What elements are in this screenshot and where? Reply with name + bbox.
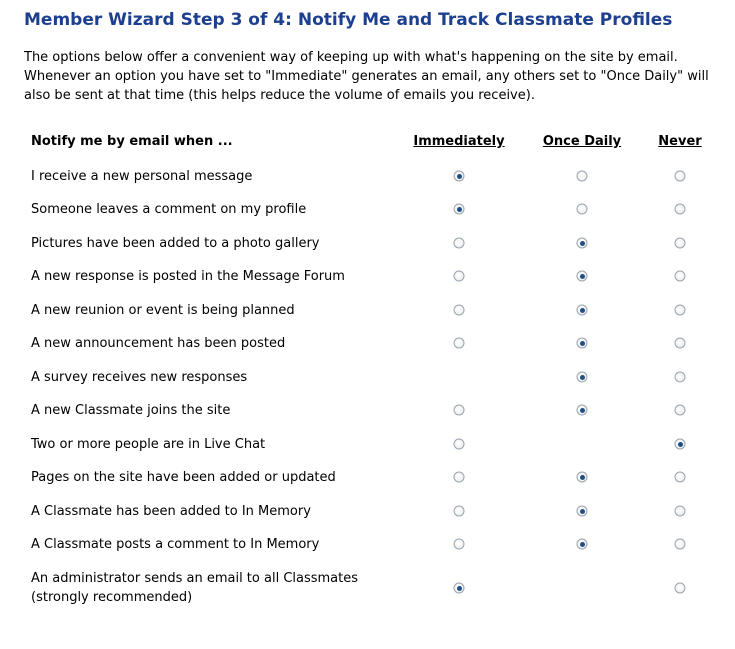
radio-never[interactable] xyxy=(675,405,686,416)
radio-never[interactable] xyxy=(675,539,686,550)
notify-row-label-text: A Classmate has been added to In Memory xyxy=(31,503,311,519)
radio-immediately[interactable] xyxy=(454,539,465,550)
radio-once-daily[interactable] xyxy=(577,539,588,550)
notify-row-label xyxy=(31,200,306,219)
radio-immediately[interactable] xyxy=(454,583,465,594)
column-header-once-daily: Once Daily xyxy=(542,134,622,149)
radio-immediately[interactable] xyxy=(454,338,465,349)
page-title: Member Wizard Step 3 of 4: Notify Me and Track Classmate Profiles xyxy=(24,10,673,30)
radio-never[interactable] xyxy=(675,439,686,450)
notify-row-label-text: An administrator sends an email to all Classmates xyxy=(31,571,359,586)
notify-row-label xyxy=(31,435,265,454)
notify-row-label xyxy=(31,167,252,186)
notify-row-label-text: Someone leaves a comment on my profile xyxy=(31,201,307,217)
radio-immediately[interactable] xyxy=(454,238,465,249)
radio-once-daily[interactable] xyxy=(577,372,588,383)
notify-row-label-text: A new response is posted in the Message Forum xyxy=(31,268,345,284)
notify-row-label xyxy=(31,569,358,607)
notify-row-label xyxy=(31,334,285,353)
radio-once-daily[interactable] xyxy=(577,171,588,182)
notify-row-label xyxy=(31,502,311,521)
radio-never[interactable] xyxy=(675,338,686,349)
notify-row-label-text: Two or more people are in Live Chat xyxy=(31,436,266,452)
radio-immediately[interactable] xyxy=(454,171,465,182)
radio-once-daily[interactable] xyxy=(577,238,588,249)
notify-row-label xyxy=(31,234,320,253)
radio-immediately[interactable] xyxy=(454,506,465,517)
radio-never[interactable] xyxy=(675,583,686,594)
radio-once-daily[interactable] xyxy=(577,305,588,316)
notify-row-label-text: Pictures have been added to a photo gallery xyxy=(31,235,320,251)
notify-row-label-text: A Classmate posts a comment to In Memory xyxy=(31,536,320,552)
notify-row-label xyxy=(31,535,319,554)
radio-once-daily[interactable] xyxy=(577,506,588,517)
radio-once-daily[interactable] xyxy=(577,405,588,416)
radio-immediately[interactable] xyxy=(454,305,465,316)
column-header-immediately: Immediately xyxy=(413,134,505,149)
radio-never[interactable] xyxy=(675,238,686,249)
notify-row-label-text: A new announcement has been posted xyxy=(31,335,286,351)
radio-never[interactable] xyxy=(675,171,686,182)
radio-never[interactable] xyxy=(675,472,686,483)
radio-immediately[interactable] xyxy=(454,271,465,282)
notify-row-label xyxy=(31,468,336,487)
radio-never[interactable] xyxy=(675,506,686,517)
notify-row-label-text: A new reunion or event is being planned xyxy=(31,302,295,318)
notify-row-label-text: A new Classmate joins the site xyxy=(31,402,231,418)
radio-immediately[interactable] xyxy=(454,439,465,450)
radio-once-daily[interactable] xyxy=(577,271,588,282)
notify-row-label-text: I receive a new personal message xyxy=(31,168,253,184)
notify-row-label xyxy=(31,368,247,387)
radio-once-daily[interactable] xyxy=(577,204,588,215)
notify-row-label-note: (strongly recommended) xyxy=(31,590,193,605)
radio-immediately[interactable] xyxy=(454,204,465,215)
radio-never[interactable] xyxy=(675,372,686,383)
radio-immediately[interactable] xyxy=(454,405,465,416)
radio-never[interactable] xyxy=(675,271,686,282)
radio-never[interactable] xyxy=(675,204,686,215)
notify-row-label-text: A survey receives new responses xyxy=(31,369,248,385)
notify-row-label-text: Pages on the site have been added or updated xyxy=(31,469,336,485)
radio-once-daily[interactable] xyxy=(577,338,588,349)
notify-row-label xyxy=(31,301,295,320)
column-header-notify: Notify me by email when ... xyxy=(31,134,233,149)
radio-immediately[interactable] xyxy=(454,472,465,483)
column-header-never: Never xyxy=(658,134,702,149)
notify-row-label xyxy=(31,267,345,286)
notify-row-label xyxy=(31,401,230,420)
radio-never[interactable] xyxy=(675,305,686,316)
radio-once-daily[interactable] xyxy=(577,472,588,483)
intro-text: The options below offer a convenient way of keeping up with what's happening on the site by email. Whenever an option you have set to "Immediate" generates an email, any others set to "Once Daily" will also be sent at that time (this helps reduce the volume of emails you receive). xyxy=(24,50,709,103)
